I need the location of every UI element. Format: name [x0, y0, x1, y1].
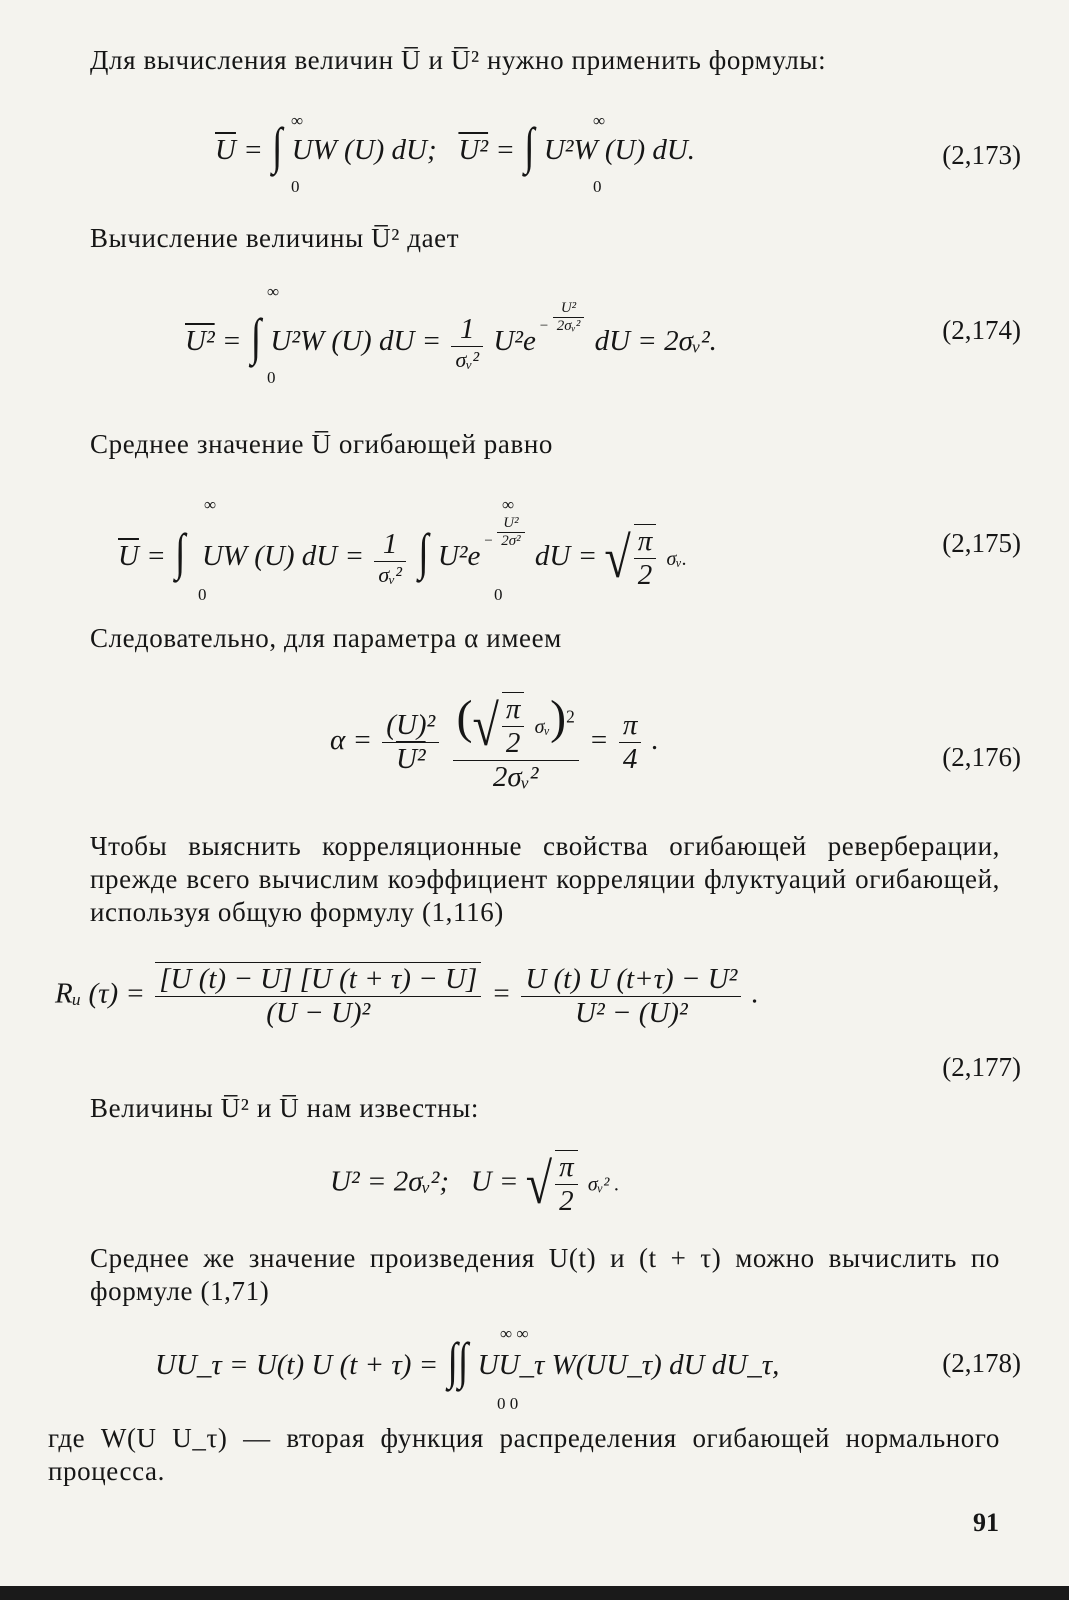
eq175-exponent: − $\frac{\text{U²}}{\text{2σ²}}$ — [483, 515, 524, 550]
eq177-fraction-1: $\frac{[U (t) - U] [U (t + \tau) - U]}{\text{(U − U)²}}$ — [155, 962, 481, 1030]
equation-2-175: $\overline{U}$ = ∫ UW (U) dU = $\frac{1}{\text{σᵥ²}}$ ∫ U²e − $\frac{\text{U²}}{\text{2σ²}}$ dU = √ $\frac{\pi}{2}$ σᵥ. ∞ 0 ∞ 0 — [118, 495, 688, 604]
eq173-upper-b: ∞ — [593, 111, 606, 130]
eq174-exponent: − $\frac{\text{U²}}{\text{2σᵥ²}}$ — [539, 300, 584, 335]
eq173-lhs-a: $\overline{U}$ — [215, 134, 236, 166]
equation-number: (2,175) — [942, 528, 1021, 558]
known-b: U = — [470, 1165, 519, 1198]
page-number: 91 — [973, 1508, 999, 1537]
eq176-fraction-2: (√ $\frac{\pi}{2}$ σᵥ)$^2$ 2σᵥ² — [453, 690, 579, 794]
eq174-body1: U²W (U) dU = — [270, 325, 442, 357]
eq176-lhs: α = — [330, 723, 373, 756]
known-a: U² = 2σᵥ²; — [330, 1165, 449, 1198]
paragraph-1: Для вычисления величин U̅ и U̅² нужно применить формулы: — [90, 45, 827, 75]
eq175-fraction: $\frac{1}{\text{σᵥ²}}$ — [374, 528, 406, 588]
paragraph-3: Среднее значение U̅ огибающей равно — [90, 429, 553, 459]
paragraph-5: Чтобы выяснить корреляционные свойства огибающей реверберации, прежде всего вычислим коэффициент корреляции флуктуаций огибающей, используя общую формулу (1,116) — [90, 831, 1000, 927]
eq173-lower-a: 0 — [291, 177, 300, 196]
equation-known-values — [330, 1150, 619, 1220]
eq175-upper-b: ∞ — [502, 495, 515, 514]
eq176-fraction-3: $\frac{\pi}{4}$ — [619, 709, 642, 776]
eq176-fraction-1: $\frac{\text{(U)²}}{\text{U²}}$ — [382, 709, 439, 776]
eq174-fraction: $\frac{1}{\text{σᵥ²}}$ — [451, 313, 483, 373]
eq175-lower-a: 0 — [198, 585, 207, 604]
eq175-lower-b: 0 — [494, 585, 503, 604]
equation-2-174: U² = ∫ U²W (U) dU = $\frac{1}{\text{σᵥ²}}$ U²e − $\frac{\text{U²}}{\text{2σᵥ²}}$ dU = 2σᵥ². ∞ 0 — [185, 282, 717, 387]
equation-number: (2,176) — [942, 742, 1021, 772]
eq177-fraction-2: $\frac{\text{U (t) U (t+τ) − U²}}{\text{U² − (U)²}}$ — [521, 963, 741, 1030]
paragraph-4: Следовательно, для параметра α имеем — [90, 623, 562, 653]
eq177-lhs: Rᵤ (τ) = — [55, 977, 145, 1010]
equation-number: (2,178) — [942, 1348, 1021, 1378]
eq175-tail: σᵥ. — [666, 548, 688, 570]
integral-sign: ∫∫ — [447, 1333, 469, 1391]
eq177-dot: . — [751, 977, 759, 1010]
eq178-upper: ∞ ∞ — [500, 1324, 529, 1343]
eq173-body-b: U²W (U) dU. — [543, 134, 696, 166]
eq174-lower: 0 — [267, 368, 276, 387]
integral-sign: ∫ — [175, 524, 186, 582]
sqrt-sign: √ — [604, 526, 631, 591]
known-tail: σᵥ² . — [587, 1173, 620, 1196]
eq178-lhs: UU_τ = U(t) U (t + τ) = — [155, 1349, 439, 1381]
eq175-body3: dU = — [534, 540, 598, 572]
equation-2-173: $\overline{U}$ = ∫ UW (U) dU; U² = ∫ U²W (U) dU. ∞ 0 ∞ 0 — [215, 111, 696, 196]
eq174-body3: dU = 2σᵥ². — [594, 325, 717, 357]
equation-2-177: Rᵤ (τ) = $\frac{[U (t) - U] [U (t + \tau) - U]}{\text{(U − U)²}}$ = $\frac{\text{U (t) U (t+τ) − U²}}{\text{U² − (U)²}}$ . — [55, 962, 759, 1029]
integral-sign: ∫ — [524, 118, 535, 176]
equation-2-176 — [330, 690, 659, 794]
integral-sign: ∫ — [250, 309, 262, 367]
equation-2-178 — [155, 1324, 780, 1413]
eq173-body-a: UW (U) dU; — [291, 134, 437, 166]
eq173-lower-b: 0 — [593, 177, 602, 196]
paragraph-2: Вычисление величины U̅² дает — [90, 223, 460, 253]
eq176-rhs: = — [589, 723, 609, 756]
bottom-scan-edge — [0, 1586, 1069, 1600]
eq173-lhs-b: U² — [458, 134, 489, 166]
equation-number: (2,177) — [942, 1052, 1021, 1082]
eq175-pi-over-2: $\frac{\pi}{2}$ — [634, 524, 657, 592]
integral-sign: ∫ — [418, 524, 429, 582]
paragraph-8: где W(U U_τ) — вторая функция распределения огибающей нормального процесса. — [48, 1423, 1000, 1486]
integral-sign: ∫ — [272, 118, 283, 176]
eq174-lhs: U² — [185, 325, 215, 357]
known-pi-over-2: $\frac{\pi}{2}$ — [555, 1150, 578, 1218]
paragraph-6: Величины U̅² и U̅ нам известны: — [90, 1093, 479, 1123]
sqrt-sign: √ — [525, 1152, 553, 1216]
eq176-dot: . — [651, 723, 659, 756]
eq174-body2: U²e — [493, 325, 536, 357]
eq175-lhs: $\overline{U}$ — [118, 540, 139, 572]
eq175-body1: UW (U) dU = — [201, 540, 365, 572]
eq175-body2: U²e — [437, 540, 481, 572]
eq178-body: UU_τ W(UU_τ) dU dU_τ, — [477, 1349, 780, 1381]
paragraph-7: Среднее же значение произведения U(t) и (t + τ) можно вычислить по формуле (1,71) — [90, 1243, 1000, 1306]
equation-number: (2,173) — [942, 140, 1021, 170]
eq178-lower: 0 0 — [497, 1394, 519, 1413]
equation-number: (2,174) — [942, 315, 1021, 345]
eq175-upper-a: ∞ — [204, 495, 217, 514]
eq173-upper-a: ∞ — [291, 111, 304, 130]
eq174-upper: ∞ — [267, 282, 280, 301]
